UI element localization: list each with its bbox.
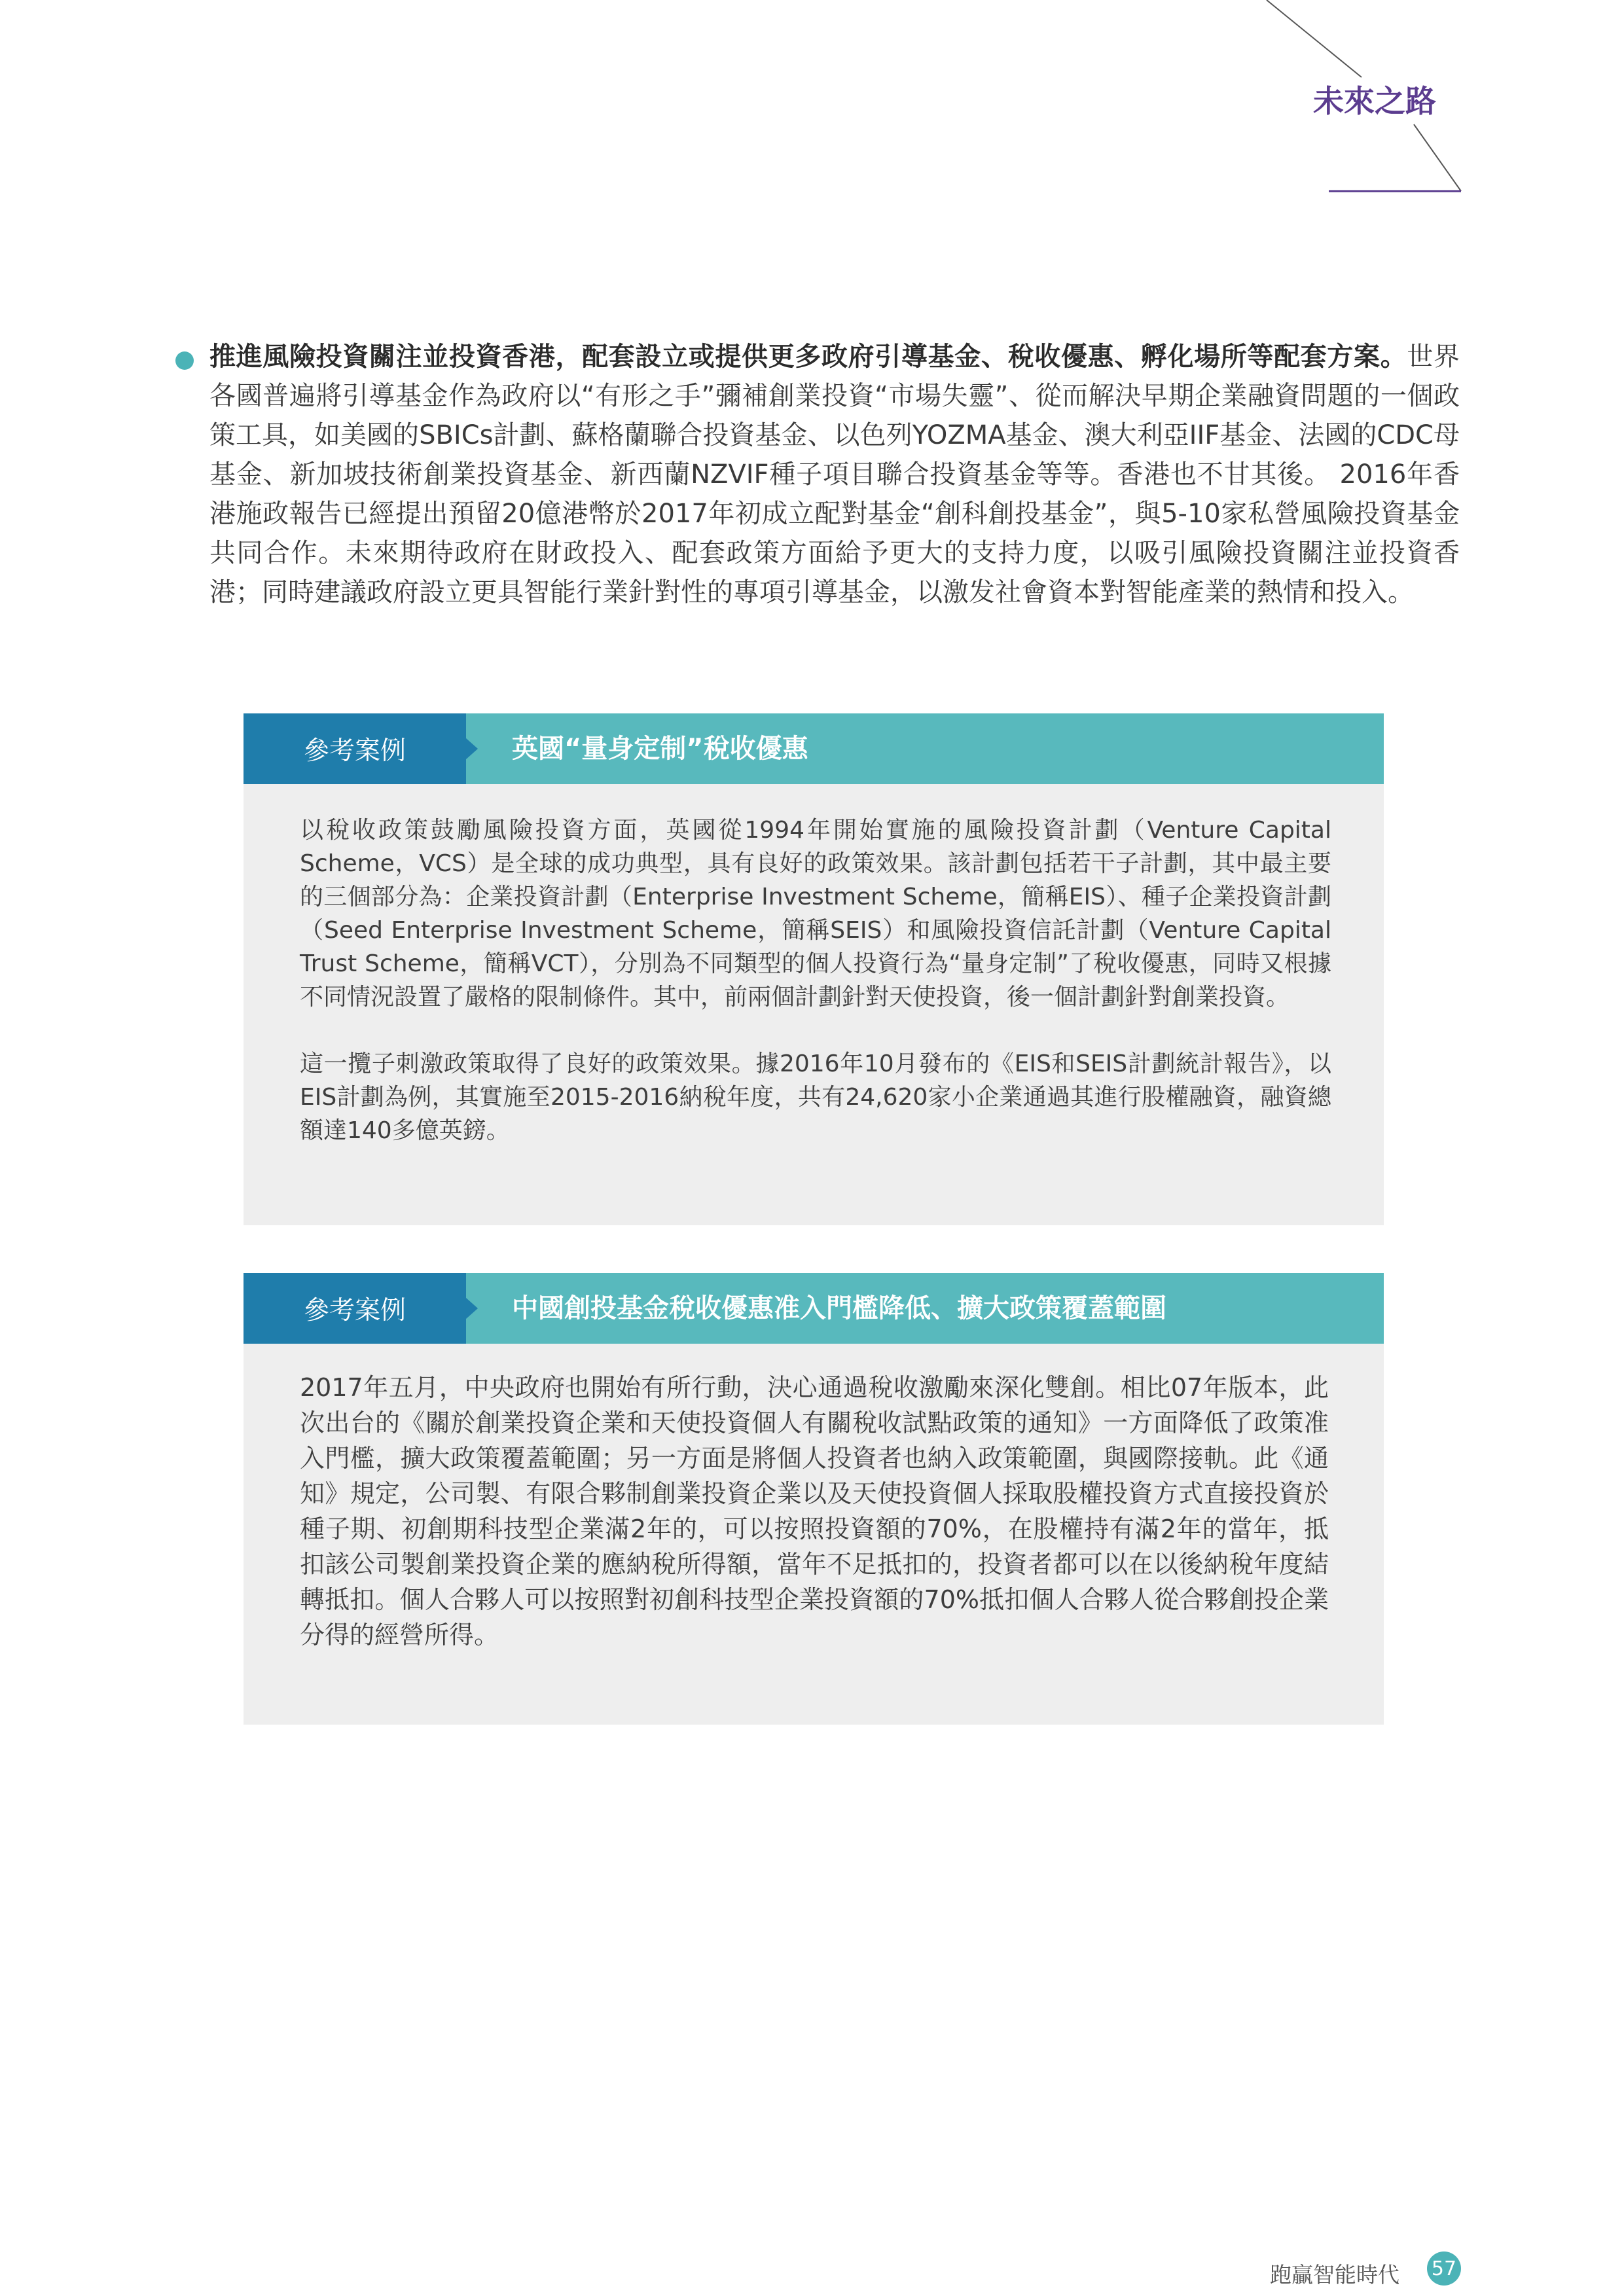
case-arrow-icon — [466, 1298, 478, 1319]
case-paragraph: 以稅收政策鼓勵風險投資方面，英國從1994年開始實施的風險投資計劃（Venture Capital Scheme，VCS）是全球的成功典型，具有良好的政策效果。該計劃包括若干子計劃，其中最主要的三個部分為：企業投資計劃（Enterprise Investment Scheme，簡稱EIS）、種子企業投資計劃（Seed Enterprise Investment Scheme，簡稱SEIS）和風險投資信託計劃（Venture Capital Trust Scheme，簡稱VCT），分別為不同類型的個人投資行為“量身定制”了稅收優惠，同時又根據不同情況設置了嚴格的限制條件。其中，前兩個計劃針對天使投資，後一個計劃針對創業投資。 — [300, 817, 1331, 1011]
footer-book-title: 跑贏智能時代 — [1270, 2262, 1399, 2287]
case-arrow-icon — [466, 738, 478, 759]
main-paragraph — [209, 337, 1460, 612]
case-tag: 參考案例 — [244, 713, 466, 784]
case-box-china — [244, 1273, 1384, 1725]
case-title: 中國創投基金稅收優惠准入門檻降低、擴大政策覆蓋範圍 — [512, 1293, 1166, 1323]
case-title: 英國“量身定制”稅收優惠 — [512, 734, 808, 764]
case-header — [244, 1273, 1384, 1344]
main-lead: 推進風險投資關注並投資香港，配套設立或提供更多政府引導基金、稅收優惠、孵化場所等配套方案。 — [209, 342, 1407, 372]
bullet-dot — [175, 351, 194, 370]
case-paragraph: 2017年五月，中央政府也開始有所行動，決心通過稅收激勵來深化雙創。相比07年版本，此次出台的《關於創業投資企業和天使投資個人有關稅收試點政策的通知》一方面降低了政策准入門檻，擴大政策覆蓋範圍；另一方面是將個人投資者也納入政策範圍，與國際接軌。此《通知》規定，公司製、有限合夥制創業投資企業以及天使投資個人採取股權投資方式直接投資於種子期、初創期科技型企業滿2年的，可以按照投資額的70%，在股權持有滿2年的當年，抵扣該公司製創業投資企業的應納稅所得額，當年不足抵扣的，投資者都可以在以後納稅年度結轉抵扣。個人合夥人可以按照對初創科技型企業投資額的70%抵扣個人合夥人從合夥創投企業分得的經營所得。 — [300, 1373, 1329, 1649]
case-box-uk — [244, 713, 1384, 1225]
case-tag: 參考案例 — [244, 1273, 466, 1344]
case-paragraph: 這一攬子刺激政策取得了良好的政策效果。據2016年10月發布的《EIS和SEIS計劃統計報告》，以EIS計劃為例，其實施至2015-2016納稅年度，共有24,620家小企業通過其進行股權融資，融資總額達140多億英鎊。 — [300, 1050, 1331, 1144]
page-number: 57 — [1427, 2251, 1461, 2286]
main-body: 世界各國普遍將引導基金作為政府以“有形之手”彌補創業投資“市場失靈”、從而解決早期企業融資問題的一個政策工具，如美國的SBICs計劃、蘇格蘭聯合投資基金、以色列YOZMA基金、澳大利亞IIF基金、法國的CDC母基金、新加坡技術創業投資基金、新西蘭NZVIF種子項目聯合投資基金等等。香港也不甘其後。 2016年香港施政報告已經提出預留20億港幣於2017年初成立配對基金“創科創投基金”，與5-10家私營風險投資基金共同合作。未來期待政府在財政投入、配套政策方面給予更大的支持力度，以吸引風險投資關注並投資香港；同時建議政府設立更具智能行業針對性的專項引導基金，以激发社會資本對智能產業的熱情和投入。 — [209, 342, 1460, 607]
section-title: 未來之路 — [1313, 84, 1436, 120]
case-header — [244, 713, 1384, 784]
